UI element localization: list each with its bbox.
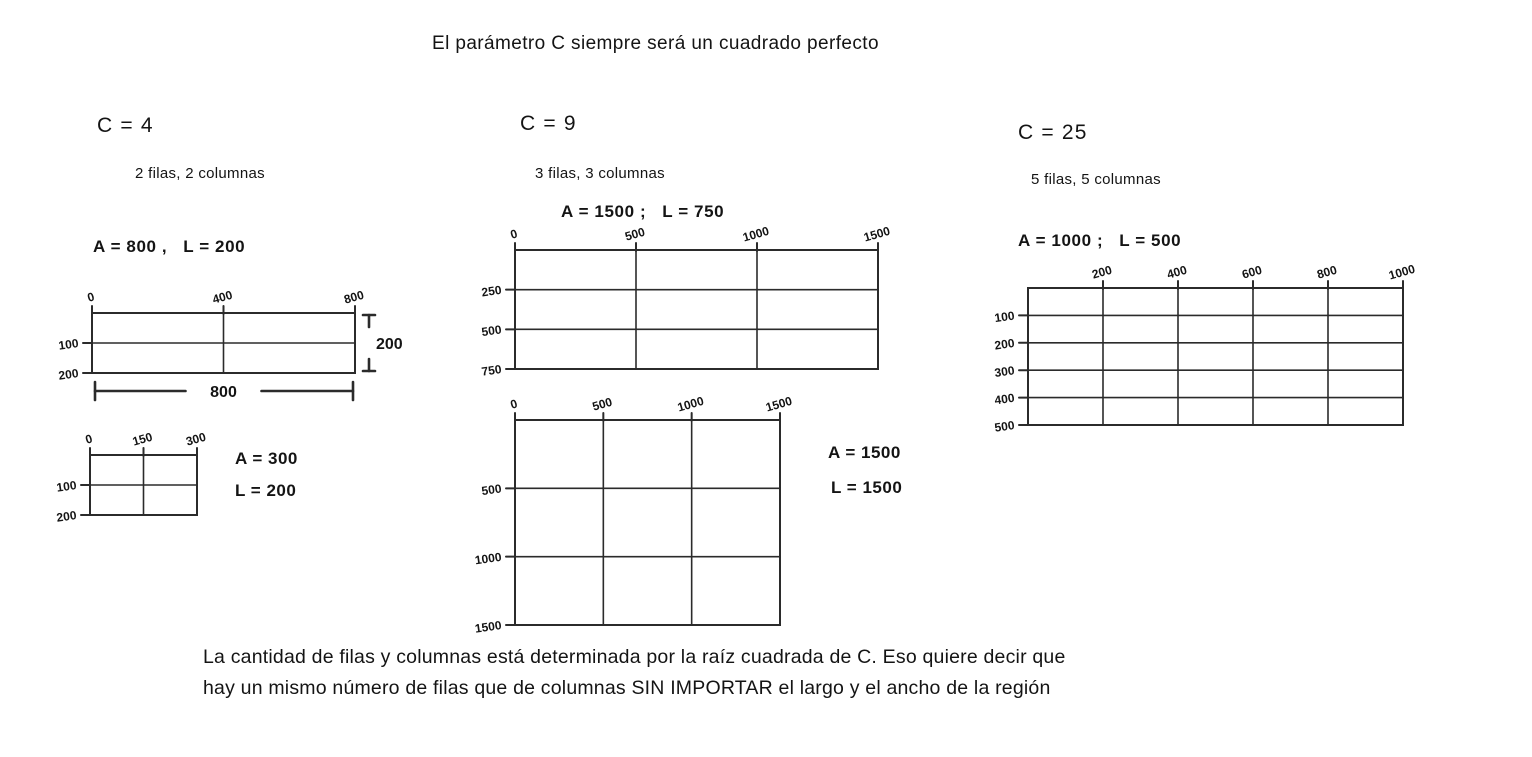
c9-square-length-label: L = 1500 — [831, 478, 903, 497]
c9-grid-square — [474, 393, 794, 636]
y-tick-label: 250 — [480, 282, 503, 300]
footer-line-2: hay un mismo número de filas que de columnas SIN IMPORTAR el largo y el ancho de la región — [203, 677, 1051, 699]
y-tick-label: 500 — [480, 481, 503, 499]
y-tick-label: 1500 — [474, 618, 503, 636]
x-tick-label: 200 — [1090, 262, 1114, 282]
x-tick-label: 0 — [83, 431, 95, 447]
y-tick-label: 200 — [57, 366, 80, 383]
grid-frame — [1028, 288, 1403, 425]
c9-value-label: C = 9 — [520, 112, 577, 135]
x-tick-label: 300 — [184, 429, 208, 449]
y-tick-label: 400 — [993, 390, 1016, 408]
c4-small-area-label: A = 300 — [235, 449, 298, 468]
x-tick-label: 800 — [1315, 262, 1339, 282]
height-brace-label: 200 — [376, 336, 403, 353]
c4-value-label: C = 4 — [97, 114, 154, 137]
y-tick-label: 100 — [993, 308, 1016, 326]
c4-params-label: A = 800 , L = 200 — [93, 237, 246, 256]
c25-params-label: A = 1000 ; L = 500 — [1018, 231, 1182, 250]
c25-value-label: C = 25 — [1018, 121, 1088, 144]
c9-rows-cols-label: 3 filas, 3 columnas — [535, 165, 665, 182]
x-tick-label: 1000 — [1387, 261, 1417, 283]
y-tick-label: 500 — [993, 418, 1016, 435]
c4-grid-main — [57, 287, 403, 401]
y-tick-label: 300 — [993, 363, 1016, 380]
c4-rows-cols-label: 2 filas, 2 columnas — [135, 165, 265, 182]
y-tick-label: 200 — [993, 335, 1016, 353]
grid-figure — [970, 252, 1503, 480]
x-tick-label: 1500 — [862, 223, 892, 245]
grid-figure — [34, 277, 455, 428]
x-tick-label: 500 — [590, 394, 614, 414]
x-tick-label: 1000 — [741, 223, 771, 245]
grid-frame — [515, 250, 878, 369]
y-tick-label: 750 — [480, 362, 503, 379]
x-tick-label: 1000 — [675, 393, 706, 415]
c9-params-label: A = 1500 ; L = 750 — [561, 202, 725, 221]
y-tick-label: 200 — [55, 508, 78, 525]
x-tick-label: 500 — [623, 224, 647, 244]
page-title: El parámetro C siempre será un cuadrado perfecto — [432, 33, 879, 54]
x-tick-label: 0 — [85, 289, 97, 305]
footer-line-1: La cantidad de filas y columnas está determinada por la raíz cuadrada de C. Eso quiere decir que — [203, 646, 1066, 668]
x-tick-label: 0 — [508, 226, 520, 242]
x-tick-label: 1500 — [764, 393, 794, 415]
c9-grid-wide — [480, 223, 892, 379]
x-tick-label: 400 — [1165, 262, 1189, 282]
x-tick-label: 800 — [342, 287, 366, 307]
c9-square-area-label: A = 1500 — [828, 443, 901, 462]
width-brace-label: 800 — [210, 384, 237, 401]
c4-small-length-label: L = 200 — [235, 481, 297, 500]
x-tick-label: 0 — [508, 396, 520, 412]
grid-frame — [515, 420, 780, 625]
x-tick-label: 600 — [1240, 262, 1264, 282]
c25-rows-cols-label: 5 filas, 5 columnas — [1031, 171, 1161, 188]
grid-figure — [457, 384, 880, 680]
y-tick-label: 500 — [480, 322, 503, 340]
y-tick-label: 1000 — [474, 549, 503, 568]
c25-grid — [993, 261, 1417, 435]
x-tick-label: 400 — [210, 287, 234, 307]
x-tick-label: 150 — [130, 429, 154, 449]
y-tick-label: 100 — [57, 336, 80, 353]
y-tick-label: 100 — [55, 478, 78, 495]
c4-grid-small — [55, 429, 208, 525]
